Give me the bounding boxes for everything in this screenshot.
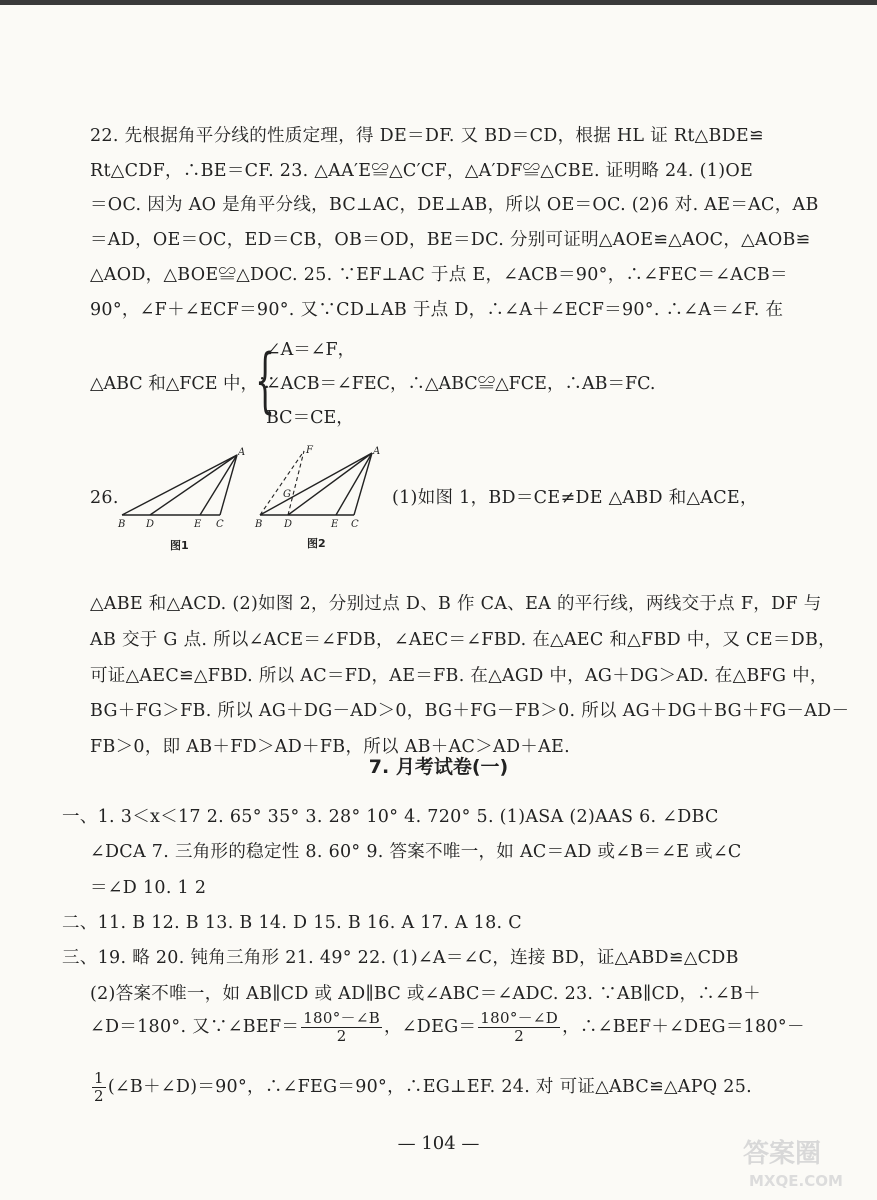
equation-system [90,336,790,436]
label-C: C [216,519,224,530]
text-line: 90°，∠F＋∠ECF＝90°. 又∵CD⊥AB 于点 D，∴∠A＋∠ECF＝90°. ∴∠A＝∠F. 在 [90,300,784,320]
fraction-line [90,1010,805,1045]
label-A: A [373,446,381,457]
fraction [478,1010,560,1045]
text-segment: (∠B＋∠D)＝90°，∴∠FEG＝90°，∴EG⊥EF. 24. 对 可证△ABC≌△APQ 25. [107,1077,753,1097]
question-number: 26. [90,488,119,508]
half-line [90,1070,752,1105]
label-C: C [351,519,359,530]
system-row: ∠ACB＝∠FEC，∴△ABC≌△FCE，∴AB＝FC. [266,374,656,394]
figure-2-caption: 图2 [307,537,326,550]
answer-line: ∠DCA 7. 三角形的稳定性 8. 60° 9. 答案不唯一，如 AC＝AD 或∠B＝∠E 或∠C [90,842,742,862]
text-line: BG＋FG＞FB. 所以 AG＋DG－AD＞0，BG＋FG－FB＞0. 所以 AG＋DG＋BG＋FG－AD－ [90,701,850,721]
label-E: E [194,519,202,530]
text-line: FB＞0，即 AB＋FD＞AD＋FB，所以 AB＋AC＞AD＋AE. [90,737,570,757]
section-title: 7. 月考试卷(一) [368,756,509,778]
answer-line: 二、11. B 12. B 13. B 14. D 15. B 16. A 17. A 18. C [62,913,522,933]
fraction [301,1010,382,1045]
text-line: ＝AD，OE＝OC，ED＝CB，OB＝OD，BE＝DC. 分别可证明△AOE≌△AOC，△AOB≌ [90,230,811,250]
page-number: — 104 — [397,1133,480,1154]
text-line: AB 交于 G 点. 所以∠ACE＝∠FDB，∠AEC＝∠FBD. 在△AEC 和△FBD 中，又 CE＝DB， [90,630,836,650]
answer-line: (2)答案不唯一，如 AB∥CD 或 AD∥BC 或∠ABC＝∠ADC. 23. ∵AB∥CD，∴∠B＋ [90,984,761,1004]
figure-2 [250,443,390,535]
label-E: E [331,519,339,530]
text-line: 22. 先根据角平分线的性质定理，得 DE＝DF. 又 BD＝CD，根据 HL 证 Rt△BDE≌ [90,126,764,146]
system-row: ∠A＝∠F， [266,340,356,360]
left-brace: { [255,339,276,421]
fraction-numerator: 180°－∠D [480,1009,559,1027]
figure-1-caption: 图1 [170,539,189,552]
watermark-text: 答案圈 [743,1139,822,1169]
answer-line: 一、1. 3＜x＜17 2. 65° 35° 3. 28° 10° 4. 720° 5. (1)ASA (2)AAS 6. ∠DBC [62,807,719,827]
label-B: B [118,519,126,530]
text-line: △ABE 和△ACD. (2)如图 2，分别过点 D、B 作 CA、EA 的平行线，两线交于点 F，DF 与 [90,594,822,614]
label-D: D [284,519,293,530]
system-prefix: △ABC 和△FCE 中，∵ [90,374,276,394]
text-segment: ∠D＝180°. 又∵∠BEF＝ [90,1017,300,1037]
text-segment: ，∠DEG＝ [384,1017,477,1037]
top-edge-bar [0,0,877,5]
label-B: B [255,519,263,530]
fraction [92,1070,106,1105]
text-line: 可证△AEC≌△FBD. 所以 AC＝FD，AE＝FB. 在△AGD 中，AG＋DG＞AD. 在△BFG 中， [90,666,828,686]
text-line: (1)如图 1，BD＝CE≠DE △ABD 和△ACE， [392,488,758,508]
answer-line: 三、19. 略 20. 钝角三角形 21. 49° 22. (1)∠A＝∠C，连接 BD，证△ABD≌△CDB [62,948,739,968]
system-row: BC＝CE， [266,408,354,428]
label-G: G [283,489,291,500]
figure-1 [112,445,252,535]
watermark-url: MXQE.COM [749,1172,843,1190]
fraction-denominator: 2 [514,1027,525,1045]
text-line: Rt△CDF，∴BE＝CF. 23. △AA′E≌△C′CF，△A′DF≌△CBE. 证明略 24. (1)OE [90,161,754,181]
fraction-numerator: 1 [94,1069,104,1087]
fraction-denominator: 2 [94,1087,104,1105]
label-A: A [238,447,246,458]
text-line: △AOD，△BOE≌△DOC. 25. ∵EF⊥AC 于点 E，∠ACB＝90°，∴∠FEC＝∠ACB＝ [90,265,788,285]
fraction-denominator: 2 [336,1027,347,1045]
label-D: D [146,519,155,530]
text-segment: ，∴∠BEF＋∠DEG＝180°－ [562,1017,805,1037]
fraction-numerator: 180°－∠B [303,1009,381,1027]
watermark-logo [739,1132,869,1192]
answer-line: ＝∠D 10. 1 2 [90,878,207,898]
text-line: ＝OC. 因为 AO 是角平分线，BC⊥AC，DE⊥AB，所以 OE＝OC. (2)6 对. AE＝AC，AB [90,195,819,215]
label-F: F [306,445,313,456]
